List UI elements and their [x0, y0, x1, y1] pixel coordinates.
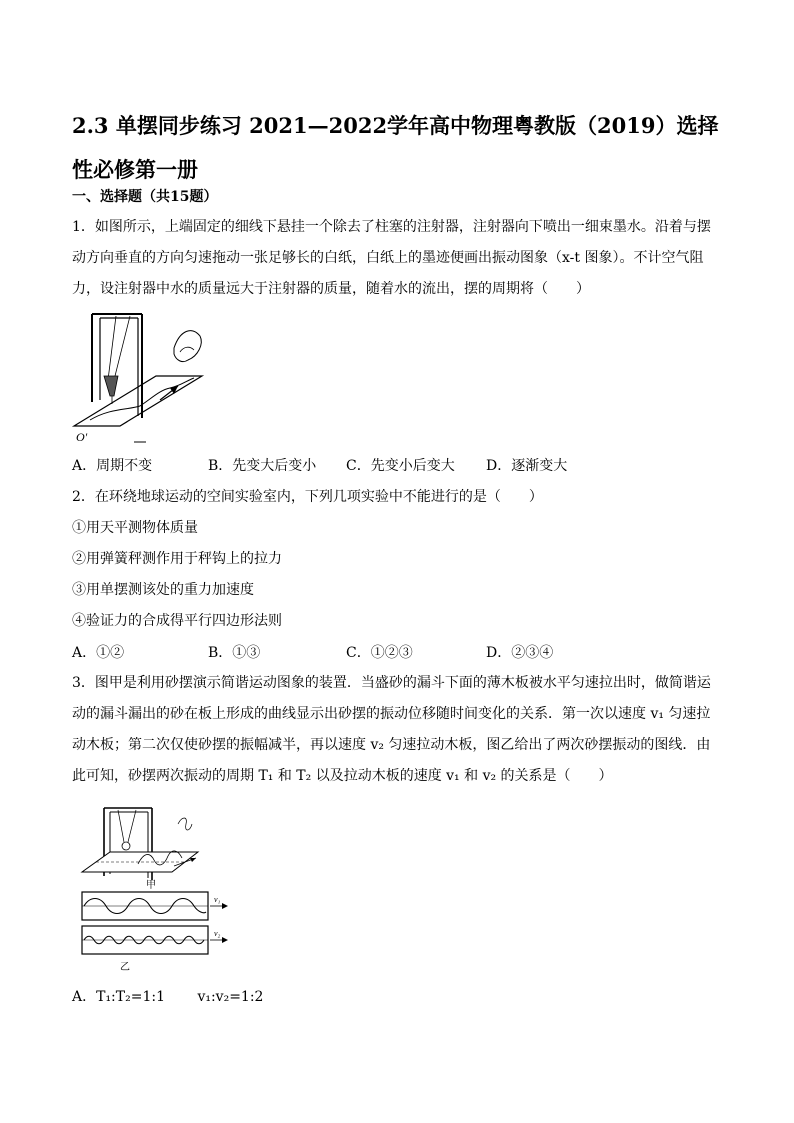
- section-heading: 一、选择题（共15题）: [72, 189, 218, 205]
- question-3-figure: [78, 802, 240, 980]
- syringe: [104, 376, 118, 396]
- question-2-stem: 2．在环绕地球运动的空间实验室内，下列几项实验中不能进行的是（ ）: [72, 489, 543, 505]
- question-1-text: 1．如图所示，上端固定的细线下悬挂一个除去了柱塞的注射器，注射器向下喷出一细束墨水。沿着与摆动方向垂直的方向匀速拖动一张足够长的白纸，白纸上的墨迹便画出振动图象（x-t 图象）。不计空气阻力，设注射器中水的质量远大于注射器的质量，随着水的流出，摆的周期将（ ）: [72, 219, 711, 297]
- question-1-figure: [70, 308, 210, 446]
- funnel-icon: [122, 842, 130, 850]
- pendulum-thread: [108, 316, 116, 380]
- q1-option-a[interactable]: A．周期不变: [72, 458, 153, 474]
- q2-option-d[interactable]: D．②③④: [486, 645, 554, 661]
- velocity-label-1: v₁: [214, 895, 221, 904]
- q1-option-d[interactable]: D．逐渐变大: [486, 458, 568, 474]
- q2-item-3: ③用单摆测该处的重力加速度: [72, 582, 254, 598]
- question-3-text: 3．图甲是利用砂摆演示简谐运动图象的装置．当盛砂的漏斗下面的薄木板被水平匀速拉出时，做简谐运动的漏斗漏出的砂在板上形成的曲线显示出砂摆的振动位移随时间变化的关系．第一次以速度 v₁ 匀速拉动木板；第二次仅使砂摆的振幅减半，再以速度 v₂ 匀速拉动木板，图乙给出了两次砂摆振动的图线．由此可知，砂摆两次振动的周期 T₁ 和 T₂ 以及拉动木板的速度 v₁ 和 v₂ 的关系是（ ）: [72, 675, 711, 784]
- q2-item-4: ④验证力的合成得平行四边形法则: [72, 613, 282, 629]
- q1-option-b[interactable]: B．先变大后变小: [208, 458, 317, 474]
- origin-label: O': [76, 430, 88, 444]
- hand-icon: [174, 331, 201, 362]
- figure-label-yi: 乙: [120, 962, 130, 973]
- q2-item-1: ①用天平测物体质量: [72, 520, 198, 536]
- figure-label-jia: 甲: [146, 880, 156, 891]
- q2-option-a[interactable]: A．①②: [72, 645, 125, 661]
- q1-option-c[interactable]: C．先变小后变大: [346, 458, 455, 474]
- velocity-label-2: v₂: [214, 929, 221, 938]
- q3-option-a[interactable]: A．T₁:T₂=1:1 v₁:v₂=1:2: [72, 989, 264, 1005]
- q2-option-c[interactable]: C．①②③: [346, 645, 413, 661]
- q2-option-b[interactable]: B．①③: [208, 645, 261, 661]
- page-title: 2.3 单摆同步练习 2021—2022学年高中物理粤教版（2019）选择性必修第一册: [72, 113, 719, 182]
- q2-item-2: ②用弹簧秤测作用于秤钩上的拉力: [72, 551, 282, 567]
